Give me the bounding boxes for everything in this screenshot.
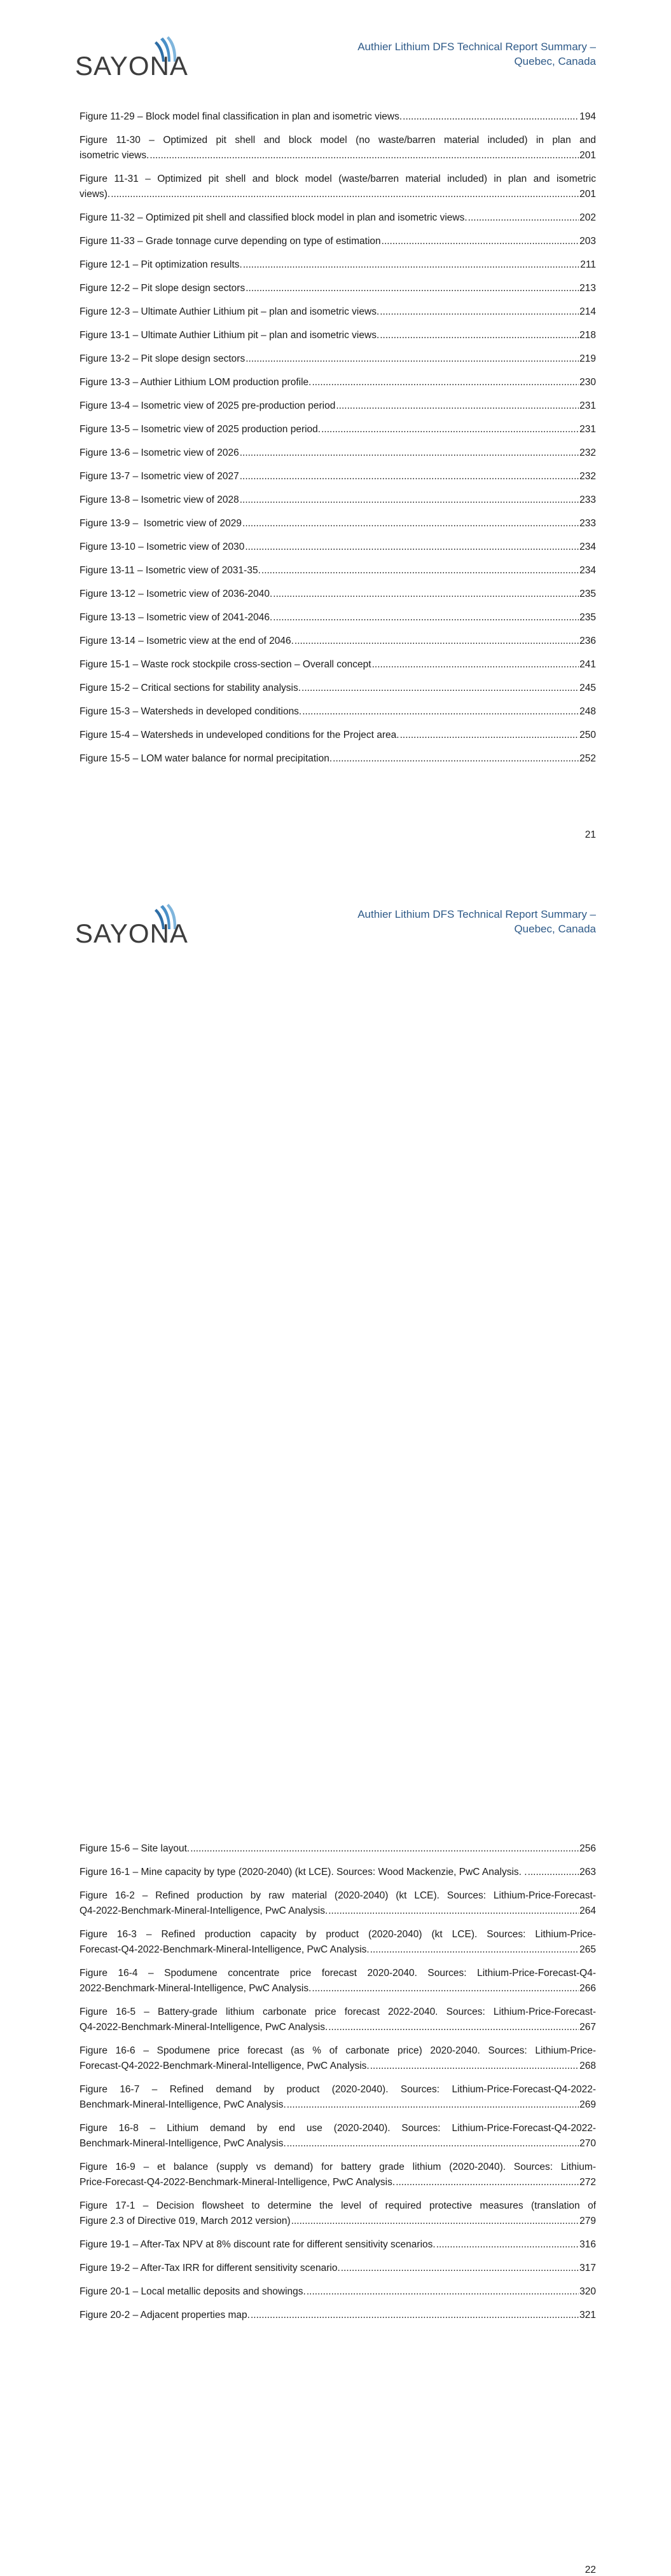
toc-leader-dots xyxy=(312,1981,579,1996)
toc-entry-text: Figure 16-1 – Mine capacity by type (2020-2040) (kt LCE). Sources: Wood Mackenzie, PwC Analysis. . xyxy=(80,1867,527,1877)
toc-entry-page: 250 xyxy=(579,730,596,740)
toc-entry-page: 268 xyxy=(579,2061,596,2071)
toc-entry-page: 264 xyxy=(579,1905,596,1916)
toc-leader-dots xyxy=(301,681,579,696)
toc-entry[interactable] xyxy=(80,469,596,484)
toc-leader-dots xyxy=(312,375,579,390)
toc-leader-dots xyxy=(396,2175,579,2190)
toc-entry-text: Figure 11-32 – Optimized pit shell and classified block model in plan and isometric views. xyxy=(80,212,467,223)
toc-entry-text: Figure 20-2 – Adjacent properties map. xyxy=(80,2310,250,2320)
toc-entry[interactable] xyxy=(80,2261,596,2276)
toc-entry-page: 233 xyxy=(579,494,596,505)
toc-entry[interactable] xyxy=(80,563,596,578)
toc-entry[interactable] xyxy=(80,2284,596,2300)
toc-entry-text-line2: Figure 2.3 of Directive 019, March 2012 version) xyxy=(80,2216,291,2226)
toc-entry-text-line2: 2022-Benchmark-Mineral-Intelligence, PwC Analysis. xyxy=(80,1983,312,1994)
toc-entry-text: Figure 11-33 – Grade tonnage curve depending on type of estimation xyxy=(80,236,381,247)
toc-entry-page: 201 xyxy=(579,189,596,200)
toc-entry-page: 201 xyxy=(579,150,596,161)
toc-leader-dots xyxy=(328,2020,579,2035)
toc-entry-text-line1: Figure 11-30 – Optimized pit shell and block model (no waste/barren material included) in plan and xyxy=(80,135,596,146)
toc-entry-text: Figure 15-1 – Waste rock stockpile cross-section – Overall concept xyxy=(80,659,371,670)
toc-leader-dots xyxy=(246,351,579,367)
toc-entry-page: 236 xyxy=(579,636,596,646)
toc-leader-dots xyxy=(111,187,579,202)
toc-entry-page: 218 xyxy=(579,330,596,341)
toc-entry[interactable] xyxy=(80,2082,596,2113)
toc-entry[interactable] xyxy=(80,109,596,125)
toc-leader-dots xyxy=(341,2261,579,2276)
toc-entry-text-line2: Q4-2022-Benchmark-Mineral-Intelligence, PwC Analysis. xyxy=(80,2022,328,2033)
toc-leader-dots xyxy=(302,704,579,719)
toc-entry[interactable] xyxy=(80,422,596,437)
toc-entry-text-line2: Price-Forecast-Q4-2022-Benchmark-Mineral-Intelligence, PwC Analysis. xyxy=(80,2177,396,2188)
toc-entry-page: 263 xyxy=(579,1867,596,1877)
toc-entry[interactable] xyxy=(80,1888,596,1919)
toc-entry-page: 267 xyxy=(579,2022,596,2033)
page-number: 22 xyxy=(585,2565,596,2575)
toc-entry-page: 232 xyxy=(579,447,596,458)
toc-entry[interactable] xyxy=(80,1865,596,1880)
toc-entry[interactable] xyxy=(80,2308,596,2323)
toc-leader-dots xyxy=(240,469,579,484)
toc-entry-text: Figure 13-8 – Isometric view of 2028 xyxy=(80,494,239,505)
toc-entry-text: Figure 19-1 – After-Tax NPV at 8% discount rate for different sensitivity scenarios. xyxy=(80,2239,436,2250)
toc-entry-text: Figure 13-3 – Authier Lithium LOM production profile. xyxy=(80,377,312,388)
list-of-figures xyxy=(80,109,596,775)
toc-entry-text: Figure 13-11 – Isometric view of 2031-35. xyxy=(80,565,261,576)
toc-entry-page: 245 xyxy=(579,683,596,693)
toc-entry-page: 203 xyxy=(579,236,596,247)
toc-entry-text: Figure 15-2 – Critical sections for stability analysis. xyxy=(80,683,301,693)
toc-entry-page: 279 xyxy=(579,2216,596,2226)
toc-entry[interactable] xyxy=(80,234,596,249)
toc-entry-text: Figure 12-1 – Pit optimization results. xyxy=(80,259,242,270)
toc-entry[interactable] xyxy=(80,634,596,649)
toc-entry-text-line2: Forecast-Q4-2022-Benchmark-Mineral-Intelligence, PwC Analysis. xyxy=(80,2061,370,2071)
toc-leader-dots xyxy=(149,148,579,163)
toc-entry[interactable] xyxy=(80,1927,596,1958)
toc-entry[interactable] xyxy=(80,728,596,743)
toc-entry-text-line1: Figure 16-2 – Refined production by raw material (2020-2040) (kt LCE). Sources: Lithium-Price-Forecast- xyxy=(80,1890,596,1901)
toc-leader-dots xyxy=(370,1942,579,1958)
toc-leader-dots xyxy=(307,2284,579,2300)
toc-entry-text-line2: views). xyxy=(80,189,111,200)
toc-entry-page: 248 xyxy=(579,706,596,717)
toc-entry[interactable] xyxy=(80,704,596,719)
toc-entry[interactable] xyxy=(80,610,596,625)
toc-entry-text: Figure 13-14 – Isometric view at the end of 2046. xyxy=(80,636,294,646)
toc-entry[interactable] xyxy=(80,1841,596,1857)
toc-entry-text-line1: Figure 16-9 – et balance (supply vs demand) for battery grade lithium (2020-2040). Sources: Lithium- xyxy=(80,2162,596,2172)
toc-entry[interactable] xyxy=(80,2198,596,2229)
toc-leader-dots xyxy=(246,281,579,296)
toc-entry[interactable] xyxy=(80,257,596,273)
toc-leader-dots xyxy=(240,493,579,508)
logo-wordmark: SAYONA xyxy=(75,51,188,81)
toc-entry[interactable] xyxy=(80,2160,596,2190)
toc-entry-page: 266 xyxy=(579,1983,596,1994)
toc-leader-dots xyxy=(321,422,579,437)
header-line-2: Quebec, Canada xyxy=(514,923,596,935)
document-page-22 xyxy=(0,868,671,2575)
toc-entry-page: 211 xyxy=(580,259,596,270)
toc-leader-dots xyxy=(528,1865,579,1880)
toc-entry[interactable] xyxy=(80,2237,596,2252)
toc-entry-text: Figure 15-4 – Watersheds in undeveloped conditions for the Project area. xyxy=(80,730,399,740)
toc-leader-dots xyxy=(400,728,579,743)
toc-entry-page: 202 xyxy=(579,212,596,223)
toc-leader-dots xyxy=(380,328,579,343)
toc-entry-page: 230 xyxy=(579,377,596,388)
toc-entry-page: 269 xyxy=(579,2099,596,2110)
toc-entry-text-line1: Figure 16-7 – Refined demand by product (2020-2040). Sources: Lithium-Price-Forecast-Q4-2022- xyxy=(80,2084,596,2095)
toc-entry-text-line2: Benchmark-Mineral-Intelligence, PwC Analysis. xyxy=(80,2099,286,2110)
toc-entry-text-line2: Q4-2022-Benchmark-Mineral-Intelligence, PwC Analysis. xyxy=(80,1905,328,1916)
header-line-1: Authier Lithium DFS Technical Report Summary – xyxy=(357,908,596,920)
toc-entry[interactable] xyxy=(80,172,596,202)
list-of-figures xyxy=(80,1841,596,2331)
toc-entry-text-line1: Figure 11-31 – Optimized pit shell and block model (waste/barren material included) in plan and isometric xyxy=(80,174,596,184)
toc-entry-text-line1: Figure 16-8 – Lithium demand by end use (2020-2040). Sources: Lithium-Price-Forecast-Q4-2022- xyxy=(80,2123,596,2134)
toc-entry-text: Figure 15-3 – Watersheds in developed conditions. xyxy=(80,706,302,717)
toc-entry[interactable] xyxy=(80,657,596,672)
toc-leader-dots xyxy=(240,446,579,461)
toc-entry[interactable] xyxy=(80,328,596,343)
toc-entry-page: 317 xyxy=(579,2263,596,2273)
toc-entry[interactable] xyxy=(80,2043,596,2074)
toc-entry-text: Figure 13-7 – Isometric view of 2027 xyxy=(80,471,239,482)
toc-entry-text: Figure 13-6 – Isometric view of 2026 xyxy=(80,447,239,458)
toc-entry[interactable] xyxy=(80,751,596,767)
toc-entry[interactable] xyxy=(80,540,596,555)
toc-leader-dots xyxy=(287,2136,579,2151)
page-number: 21 xyxy=(585,829,596,840)
toc-entry-page: 231 xyxy=(579,424,596,435)
toc-entry-text: Figure 19-2 – After-Tax IRR for different sensitivity scenario. xyxy=(80,2263,340,2273)
toc-entry-page: 256 xyxy=(579,1843,596,1854)
toc-entry-text-line1: Figure 16-5 – Battery-grade lithium carbonate price forecast 2022-2040. Sources: Lithium-Price-Forecast- xyxy=(80,2007,596,2017)
toc-entry[interactable] xyxy=(80,516,596,531)
toc-leader-dots xyxy=(190,1841,579,1857)
toc-entry-text-line1: Figure 16-3 – Refined production capacity by product (2020-2040) (kt LCE). Sources: Lithium-Price- xyxy=(80,1929,596,1940)
toc-entry-text: Figure 13-4 – Isometric view of 2025 pre-production period xyxy=(80,400,336,411)
toc-entry-page: 235 xyxy=(579,612,596,623)
report-header-title xyxy=(303,39,596,69)
toc-leader-dots xyxy=(251,2308,579,2323)
toc-entry-page: 252 xyxy=(579,753,596,764)
toc-entry-text-line2: Benchmark-Mineral-Intelligence, PwC Analysis. xyxy=(80,2138,286,2149)
toc-entry[interactable] xyxy=(80,2005,596,2035)
toc-entry-page: 234 xyxy=(579,565,596,576)
header-line-2: Quebec, Canada xyxy=(514,55,596,67)
toc-leader-dots xyxy=(294,634,579,649)
toc-entry-page: 320 xyxy=(579,2286,596,2297)
toc-entry-text: Figure 13-1 – Ultimate Authier Lithium pit – plan and isometric views. xyxy=(80,330,380,341)
toc-entry[interactable] xyxy=(80,446,596,461)
toc-entry-page: 321 xyxy=(579,2310,596,2320)
toc-entry[interactable] xyxy=(80,281,596,296)
toc-leader-dots xyxy=(291,2214,579,2229)
toc-entry-page: 241 xyxy=(579,659,596,670)
toc-entry-text: Figure 20-1 – Local metallic deposits and showings. xyxy=(80,2286,306,2297)
report-header-title xyxy=(303,907,596,936)
toc-leader-dots xyxy=(243,257,579,273)
toc-leader-dots xyxy=(380,304,579,320)
toc-entry[interactable] xyxy=(80,210,596,226)
toc-entry-text: Figure 15-6 – Site layout. xyxy=(80,1843,190,1854)
toc-leader-dots xyxy=(242,516,579,531)
toc-entry-page: 316 xyxy=(579,2239,596,2250)
toc-entry-page: 233 xyxy=(579,518,596,529)
toc-leader-dots xyxy=(403,109,579,125)
toc-leader-dots xyxy=(436,2237,579,2252)
toc-leader-dots xyxy=(372,657,579,672)
toc-entry-text: Figure 13-5 – Isometric view of 2025 production period. xyxy=(80,424,321,435)
toc-leader-dots xyxy=(328,1904,579,1919)
toc-entry[interactable] xyxy=(80,2121,596,2151)
toc-entry-text: Figure 15-5 – LOM water balance for normal precipitation. xyxy=(80,753,333,764)
toc-entry-text-line1: Figure 17-1 – Decision flowsheet to determine the level of required protective measures (translation of xyxy=(80,2200,596,2211)
toc-entry-text-line1: Figure 16-6 – Spodumene price forecast (as % of carbonate price) 2020-2040. Sources: Lithium-Price- xyxy=(80,2045,596,2056)
toc-leader-dots xyxy=(245,540,579,555)
toc-entry[interactable] xyxy=(80,304,596,320)
toc-entry-page: 234 xyxy=(579,542,596,552)
toc-entry-page: 235 xyxy=(579,589,596,599)
toc-entry-text: Figure 12-3 – Ultimate Authier Lithium pit – plan and isometric views. xyxy=(80,306,380,317)
toc-leader-dots xyxy=(370,2059,579,2074)
toc-entry-text: Figure 12-2 – Pit slope design sectors xyxy=(80,283,246,294)
toc-leader-dots xyxy=(273,610,579,625)
toc-entry-page: 194 xyxy=(579,111,596,122)
toc-entry-text-line1: Figure 16-4 – Spodumene concentrate price forecast 2020-2040. Sources: Lithium-Price-Forecast-Q4- xyxy=(80,1968,596,1979)
toc-entry-text: Figure 13-2 – Pit slope design sectors xyxy=(80,353,246,364)
sayona-logo xyxy=(75,904,186,950)
toc-entry-text-line2: isometric views. xyxy=(80,150,149,161)
toc-entry-page: 214 xyxy=(579,306,596,317)
toc-leader-dots xyxy=(336,399,579,414)
toc-entry-text: Figure 13-13 – Isometric view of 2041-2046. xyxy=(80,612,273,623)
toc-entry-page: 270 xyxy=(579,2138,596,2149)
toc-entry-page: 213 xyxy=(579,283,596,294)
toc-entry[interactable] xyxy=(80,681,596,696)
logo-wordmark: SAYONA xyxy=(75,918,188,948)
toc-entry[interactable] xyxy=(80,1966,596,1996)
toc-entry-text: Figure 13-12 – Isometric view of 2036-2040. xyxy=(80,589,273,599)
toc-entry-page: 219 xyxy=(579,353,596,364)
toc-leader-dots xyxy=(468,210,579,226)
toc-entry-page: 232 xyxy=(579,471,596,482)
toc-leader-dots xyxy=(287,2097,579,2113)
toc-entry[interactable] xyxy=(80,351,596,367)
toc-leader-dots xyxy=(333,751,579,767)
toc-leader-dots xyxy=(273,587,579,602)
toc-entry[interactable] xyxy=(80,133,596,163)
toc-entry-text-line2: Forecast-Q4-2022-Benchmark-Mineral-Intelligence, PwC Analysis. xyxy=(80,1944,370,1955)
toc-entry-text: Figure 13-10 – Isometric view of 2030 xyxy=(80,542,245,552)
toc-entry[interactable] xyxy=(80,399,596,414)
header-line-1: Authier Lithium DFS Technical Report Summary – xyxy=(357,41,596,53)
toc-entry[interactable] xyxy=(80,375,596,390)
document-page-21 xyxy=(0,0,671,868)
toc-entry-page: 265 xyxy=(579,1944,596,1955)
toc-entry-text: Figure 11-29 – Block model final classification in plan and isometric views. xyxy=(80,111,403,122)
toc-leader-dots xyxy=(382,234,579,249)
toc-entry[interactable] xyxy=(80,493,596,508)
toc-leader-dots xyxy=(261,563,579,578)
toc-entry[interactable] xyxy=(80,587,596,602)
toc-entry-page: 272 xyxy=(579,2177,596,2188)
sayona-logo xyxy=(75,36,186,82)
toc-entry-text: Figure 13-9 – Isometric view of 2029 xyxy=(80,518,242,529)
toc-entry-page: 231 xyxy=(579,400,596,411)
